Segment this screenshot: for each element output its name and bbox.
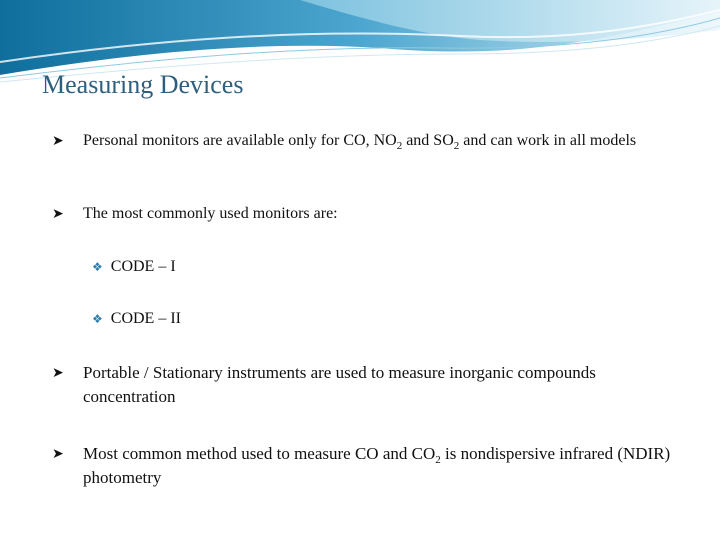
bullet-portable-instruments: ➤ Portable / Stationary instruments are used to measure inorganic compounds concentration	[52, 363, 596, 406]
arrowhead-bullet-icon: ➤	[52, 446, 64, 462]
diamond-bullet-icon: ❖	[92, 260, 103, 274]
arrowhead-bullet-icon: ➤	[52, 206, 64, 222]
diamond-bullet-icon: ❖	[92, 312, 103, 326]
bullet-common-monitors: ➤ The most commonly used monitors are:	[52, 203, 672, 225]
arrowhead-bullet-icon: ➤	[52, 365, 64, 381]
bullet-ndir-method: ➤ Most common method used to measure CO and $CO_2$ is nondispersive infrared (NDIR) photometry	[52, 444, 671, 487]
bullet-personal-monitors: ➤ Personal monitors are available only for CO, $NO_2$ and $SO_2$ and can work in all models	[52, 132, 637, 152]
slide-title: Measuring Devices	[42, 70, 244, 99]
sub-bullet-code-i: ❖ CODE – I	[92, 258, 176, 275]
sub-bullet-code-ii: ❖ CODE – II	[92, 310, 181, 327]
arrowhead-bullet-icon: ➤	[52, 133, 64, 149]
